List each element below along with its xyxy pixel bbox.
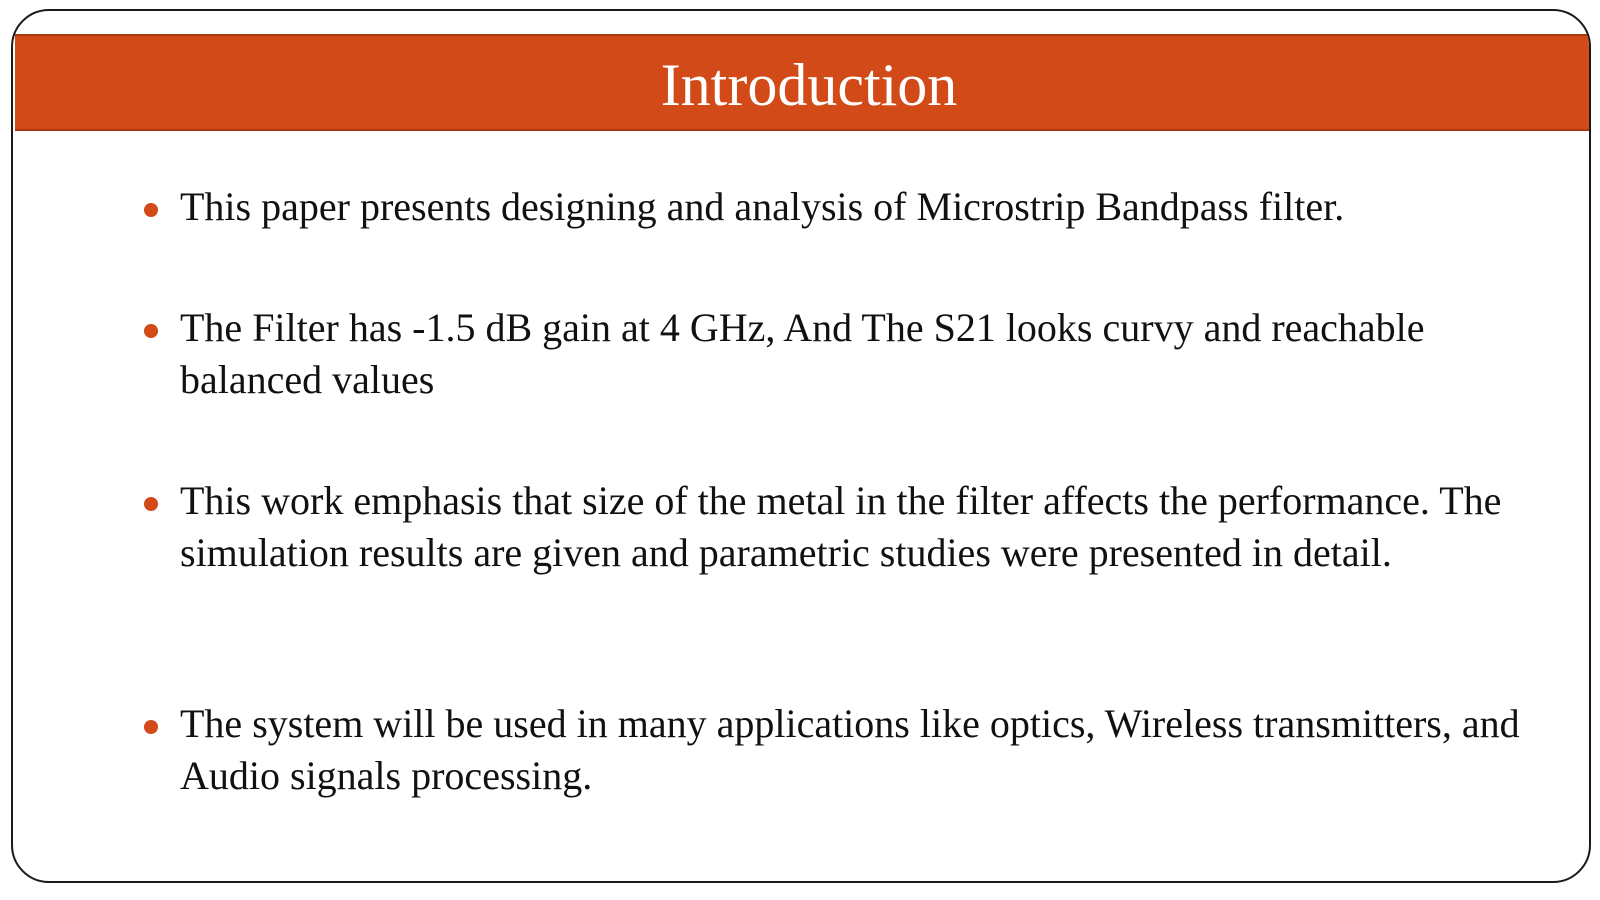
- bullet-item: [144, 475, 1534, 579]
- bullet-text: The Filter has -1.5 dB gain at 4 GHz, And The S21 looks curvy and reachable balanced values: [180, 305, 1425, 402]
- bullet-text: This paper presents designing and analysis of Microstrip Bandpass filter.: [180, 184, 1345, 229]
- bullet-dot-icon: [144, 720, 158, 734]
- bullet-item: [144, 698, 1534, 802]
- bullet-dot-icon: [144, 324, 158, 338]
- bullet-dot-icon: [144, 203, 158, 217]
- bullet-list: [13, 11, 1589, 881]
- bullet-item: [144, 302, 1534, 406]
- bullet-text: The system will be used in many applications like optics, Wireless transmitters, and Audio signals processing.: [180, 701, 1520, 798]
- bullet-item: [144, 181, 1534, 233]
- bullet-dot-icon: [144, 497, 158, 511]
- slide-title: Introduction: [660, 51, 958, 118]
- bullet-text: This work emphasis that size of the metal in the filter affects the performance. The simulation results are given and parametric studies were presented in detail.: [180, 478, 1502, 575]
- slide-frame: [11, 9, 1591, 883]
